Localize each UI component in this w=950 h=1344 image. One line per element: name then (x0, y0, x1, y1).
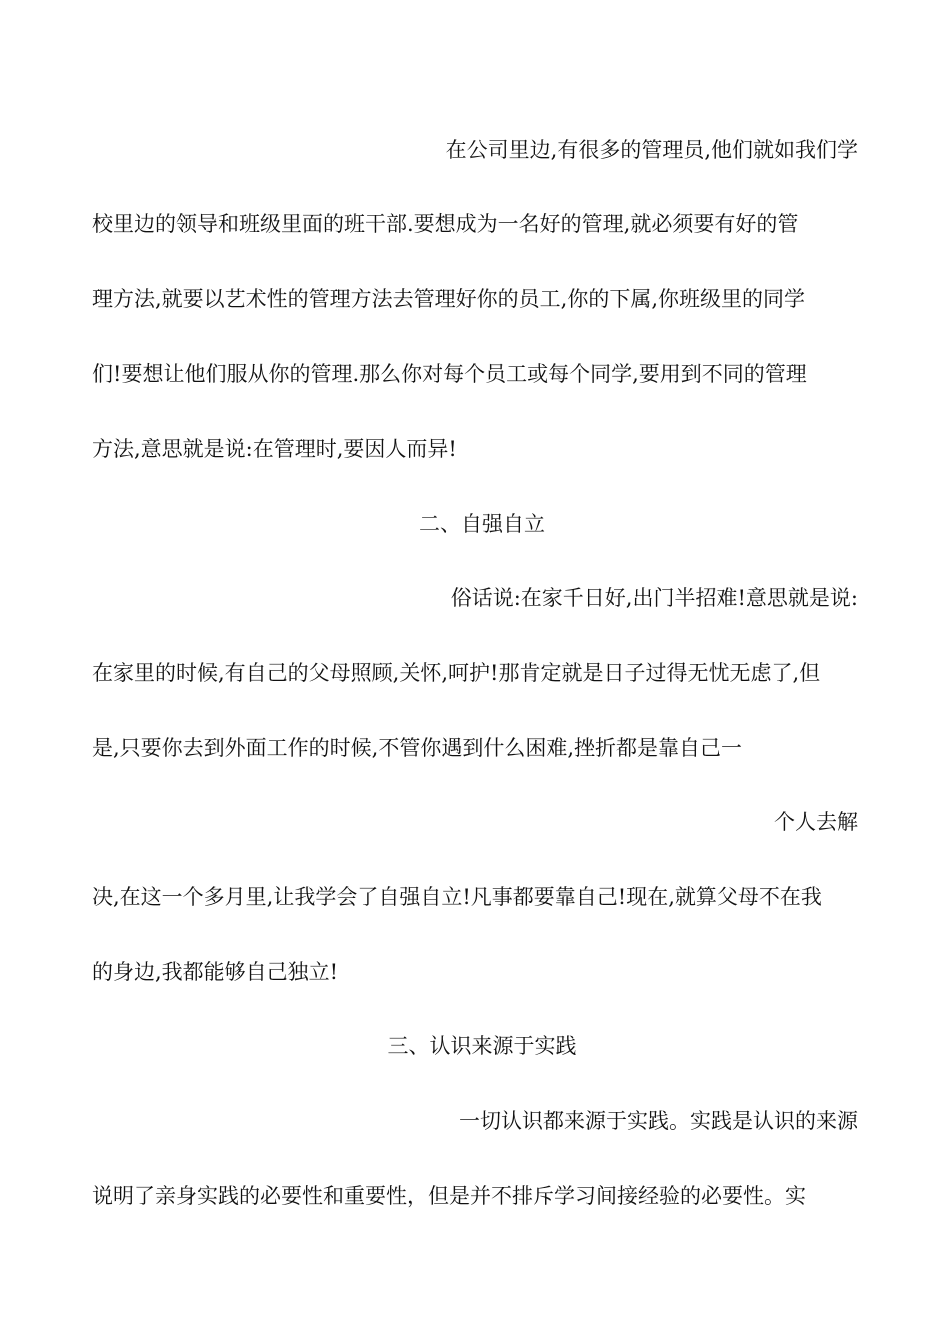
paragraph-line: 在公司里边,有很多的管理员,他们就如我们学 (445, 138, 858, 162)
paragraph-line: 校里边的领导和班级里面的班干部.要想成为一名好的管理,就必须要有好的管 (92, 212, 799, 236)
paragraph-line: 在家里的时候,有自己的父母照顾,关怀,呵护!那肯定就是日子过得无忧无虑了,但 (92, 661, 821, 685)
paragraph-line: 是,只要你去到外面工作的时候,不管你遇到什么困难,挫折都是靠自己一 (92, 736, 743, 760)
paragraph-line: 个人去解 (774, 810, 858, 834)
paragraph-line: 的身边,我都能够自己独立! (92, 960, 339, 984)
paragraph-line: 说明了亲身实践的必要性和重要性，但是并不排斥学习间接经验的必要性。实 (92, 1184, 806, 1208)
paragraph-line: 们!要想让他们服从你的管理.那么你对每个员工或每个同学,要用到不同的管理 (92, 362, 807, 386)
section-heading: 三、认识来源于实践 (387, 1034, 577, 1058)
paragraph-line: 理方法,就要以艺术性的管理方法去管理好你的员工,你的下属,你班级里的同学 (92, 287, 806, 311)
paragraph-line: 决,在这一个多月里,让我学会了自强自立!凡事都要靠自己!现在,就算父母不在我 (92, 885, 822, 909)
paragraph-line: 一切认识都来源于实践。实践是认识的来源 (459, 1109, 858, 1133)
paragraph-line: 方法,意思就是说:在管理时,要因人而异! (92, 437, 457, 461)
section-heading: 二、自强自立 (419, 512, 545, 536)
paragraph-line: 俗话说:在家千日好,出门半招难!意思就是说: (450, 586, 858, 610)
